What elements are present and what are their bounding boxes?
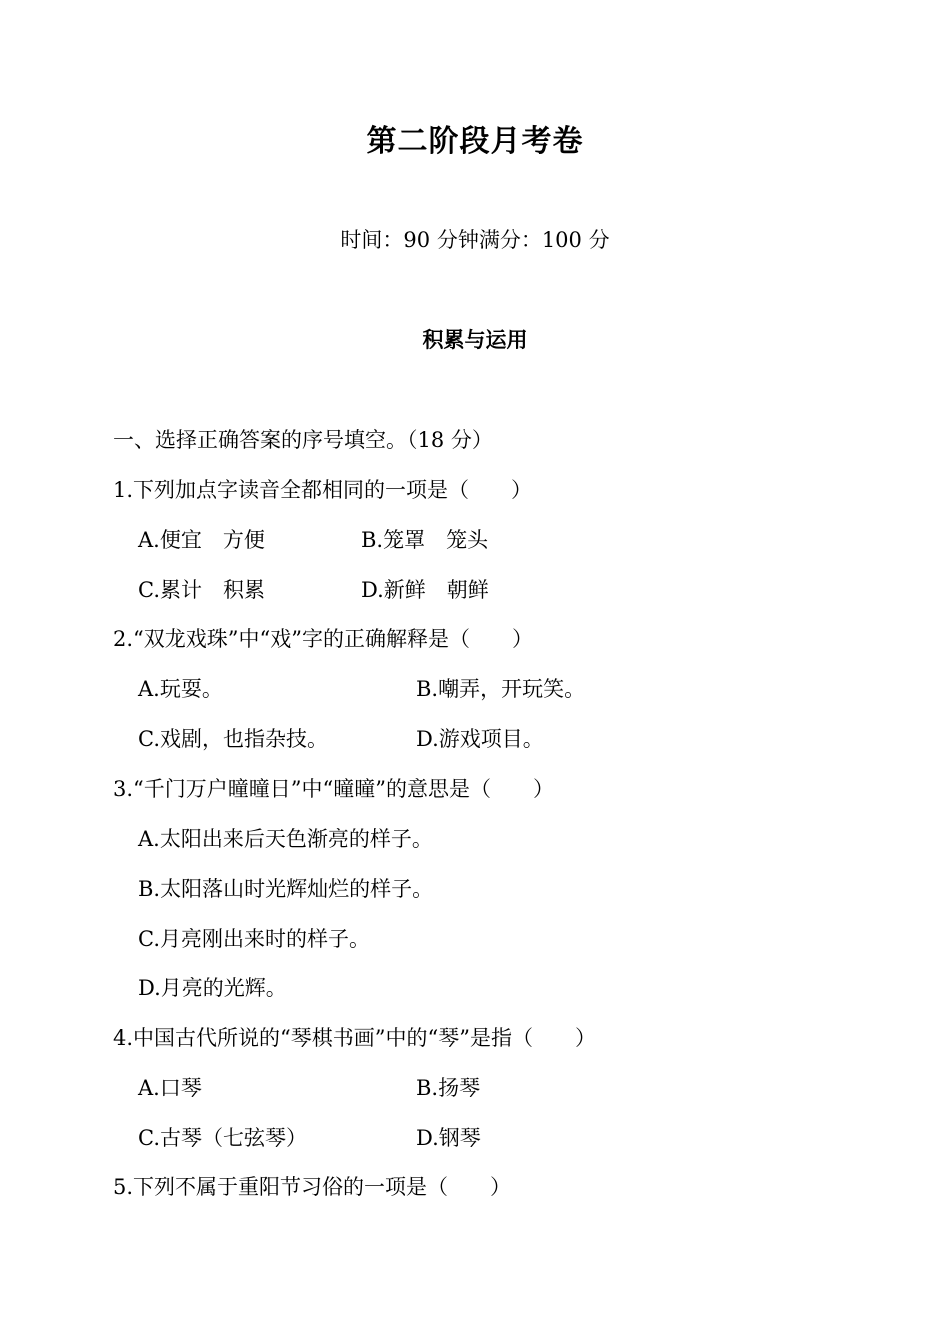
page-title: 第二阶段月考卷 <box>366 124 584 159</box>
question-2-option-a: A.玩耍。 <box>138 677 223 701</box>
question-4-option-a: A.口琴 <box>138 1076 202 1100</box>
question-3-option-d: D.月亮的光辉。 <box>138 976 287 1000</box>
question-3-option-a: A.太阳出来后天色渐亮的样子。 <box>138 827 433 851</box>
question-3-option-c: C.月亮刚出来时的样子。 <box>138 927 370 951</box>
question-1-option-b: B.笼罩 笼头 <box>361 528 489 552</box>
question-2-option-b: B.嘲弄，开玩笑。 <box>416 677 586 701</box>
question-1-option-a: A.便宜 方便 <box>138 528 265 552</box>
question-4-option-c: C.古琴（七弦琴） <box>138 1126 307 1150</box>
part-heading: 一、选择正确答案的序号填空。（18 分） <box>113 428 493 452</box>
exam-meta: 时间：90 分钟满分：100 分 <box>340 228 610 252</box>
question-1-stem: 1.下列加点字读音全都相同的一项是（ ） <box>113 478 533 502</box>
question-3-stem: 3.“千门万户曈曈日”中“曈曈”的意思是（ ） <box>113 777 554 801</box>
question-2-stem: 2.“双龙戏珠”中“戏”字的正确解释是（ ） <box>113 627 533 651</box>
question-5-stem: 5.下列不属于重阳节习俗的一项是（ ） <box>113 1175 512 1199</box>
question-3-option-b: B.太阳落山时光辉灿烂的样子。 <box>138 877 434 901</box>
question-2-option-c: C.戏剧，也指杂技。 <box>138 727 328 751</box>
question-4-stem: 4.中国古代所说的“琴棋书画”中的“琴”是指（ ） <box>113 1026 596 1050</box>
question-2-option-d: D.游戏项目。 <box>416 727 544 751</box>
section-heading: 积累与运用 <box>422 327 528 352</box>
question-4-option-b: B.扬琴 <box>416 1076 481 1100</box>
question-4-option-d: D.钢琴 <box>416 1126 481 1150</box>
question-1-option-d: D.新鲜 朝鲜 <box>361 578 489 602</box>
question-1-option-c: C.累计 积累 <box>138 578 265 602</box>
